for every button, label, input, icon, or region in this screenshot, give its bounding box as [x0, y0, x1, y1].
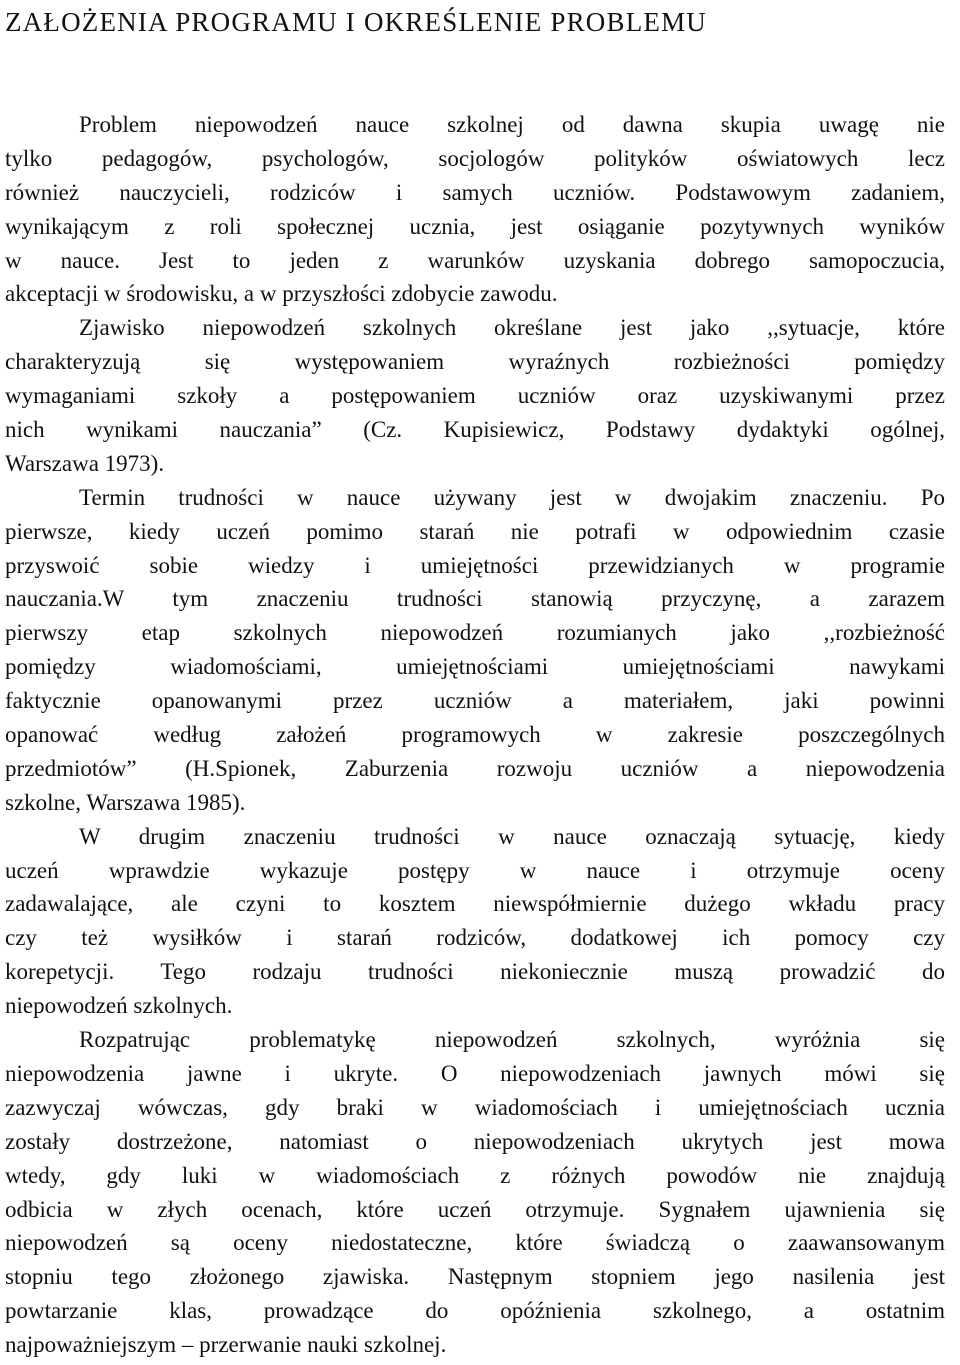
text-line: odbicia w złych ocenach, które uczeń otrzymuje. Sygnałem ujawnienia się	[5, 1196, 945, 1222]
text-line: korepetycji. Tego rodzaju trudności niekoniecznie muszą prowadzić do	[5, 959, 945, 985]
document-body	[5, 108, 945, 1362]
text-line: stopniu tego złożonego zjawiska. Następnym stopniem jego nasilenia jest	[5, 1264, 945, 1290]
text-line: tylko pedagogów, psychologów, socjologów polityków oświatowych lecz	[5, 145, 945, 171]
text-line: przyswoić sobie wiedzy i umiejętności przewidzianych w programie	[5, 552, 945, 578]
text-line: szkolne, Warszawa 1985).	[5, 789, 246, 815]
text-line: uczeń wprawdzie wykazuje postępy w nauce i otrzymuje oceny	[5, 857, 945, 883]
text-line: zadawalające, ale czyni to kosztem niewspółmiernie dużego wkładu pracy	[5, 891, 945, 917]
text-line: zazwyczaj wówczas, gdy braki w wiadomościach i umiejętnościach ucznia	[5, 1094, 945, 1120]
text-line: niepowodzeń szkolnych.	[5, 993, 233, 1019]
text-line: pierwsze, kiedy uczeń pomimo starań nie potrafi w odpowiednim czasie	[5, 518, 945, 544]
text-line: wtedy, gdy luki w wiadomościach z różnych powodów nie znajdują	[5, 1162, 945, 1188]
text-line: Termin trudności w nauce używany jest w dwojakim znaczeniu. Po	[79, 484, 945, 510]
text-line: Rozpatrując problematykę niepowodzeń szkolnych, wyróżnia się	[79, 1027, 945, 1053]
text-line: niepowodzenia jawne i ukryte. O niepowodzeniach jawnych mówi się	[5, 1060, 945, 1086]
text-line: Problem niepowodzeń nauce szkolnej od dawna skupia uwagę nie	[79, 112, 945, 137]
text-line: Warszawa 1973).	[5, 450, 165, 476]
text-line: pomiędzy wiadomościami, umiejętnościami umiejętnościami nawykami	[5, 654, 945, 680]
text-line: przedmiotów” (H.Spionek, Zaburzenia rozwoju uczniów a niepowodzenia	[5, 755, 945, 781]
text-line: nich wynikami nauczania” (Cz. Kupisiewicz, Podstawy dydaktyki ogólnej,	[5, 417, 945, 443]
text-line: również nauczycieli, rodziców i samych uczniów. Podstawowym zadaniem,	[5, 179, 945, 205]
text-line: charakteryzują się występowaniem wyraźnych rozbieżności pomiędzy	[5, 349, 945, 375]
text-line: w nauce. Jest to jeden z warunków uzyskania dobrego samopoczucia,	[5, 247, 945, 273]
text-line: Zjawisko niepowodzeń szkolnych określane jest jako ,,sytuacje, które	[79, 315, 945, 341]
text-line: powtarzanie klas, prowadzące do opóźnienia szkolnego, a ostatnim	[5, 1298, 945, 1324]
text-line: wymaganiami szkoły a postępowaniem uczniów oraz uzyskiwanymi przez	[5, 383, 945, 409]
text-line: najpoważniejszym – przerwanie nauki szkolnej.	[5, 1332, 447, 1358]
text-line: niepowodzeń są oceny niedostateczne, które świadczą o zaawansowanym	[5, 1230, 945, 1256]
text-line: wynikającym z roli społecznej ucznia, jest osiąganie pozytywnych wyników	[5, 213, 945, 239]
text-line: akceptacji w środowisku, a w przyszłości zdobycie zawodu.	[5, 281, 558, 307]
text-line: W drugim znaczeniu trudności w nauce oznaczają sytuację, kiedy	[79, 823, 945, 849]
document-title: ZAŁOŻENIA PROGRAMU I OKREŚLENIE PROBLEMU	[5, 7, 707, 37]
text-line: pierwszy etap szkolnych niepowodzeń rozumianych jako ,,rozbieżność	[5, 620, 945, 646]
text-line: nauczania.W tym znaczeniu trudności stanowią przyczynę, a zarazem	[5, 586, 945, 612]
text-line: czy też wysiłków i starań rodziców, dodatkowej ich pomocy czy	[5, 925, 945, 951]
text-line: faktycznie opanowanymi przez uczniów a materiałem, jaki powinni	[5, 688, 945, 714]
text-line: opanować według założeń programowych w zakresie poszczególnych	[5, 722, 945, 748]
text-line: zostały dostrzeżone, natomiast o niepowodzeniach ukrytych jest mowa	[5, 1128, 945, 1154]
